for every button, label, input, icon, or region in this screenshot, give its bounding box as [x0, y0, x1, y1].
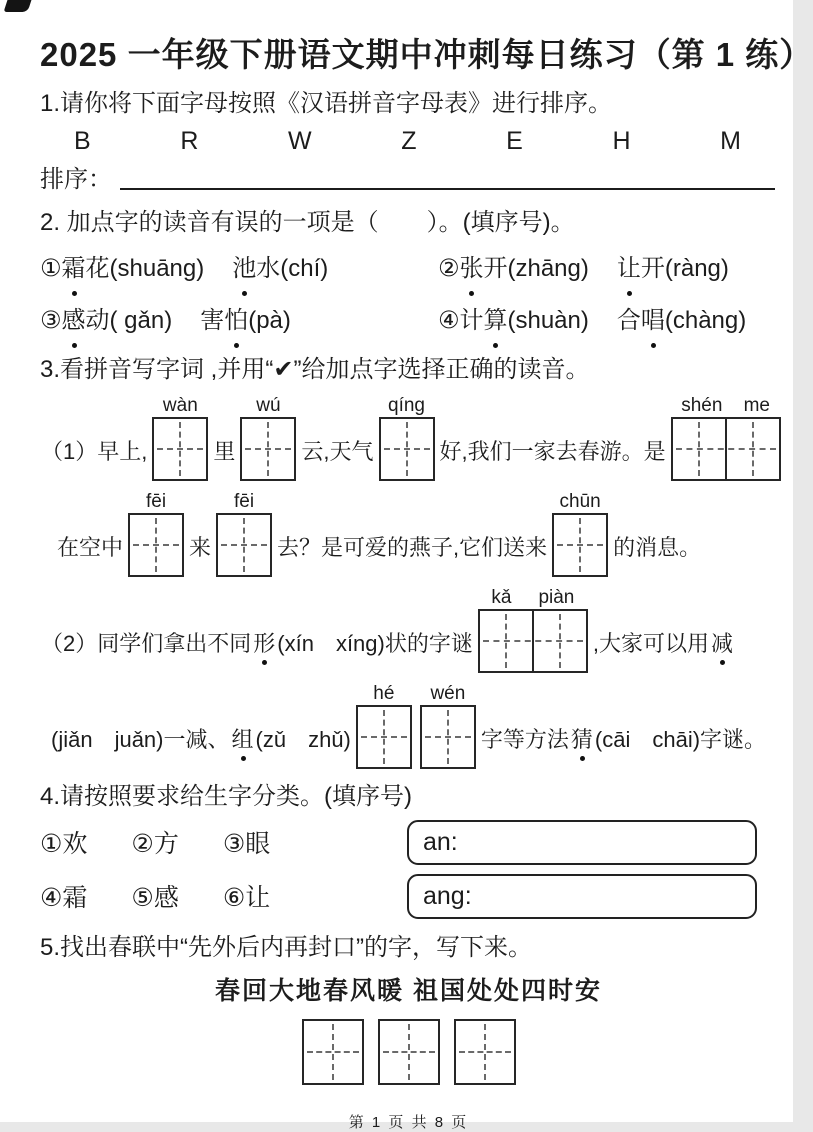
pinyin-syllable: wén [430, 683, 466, 704]
sentence-text: （2）同学们拿出不同 [41, 631, 252, 656]
q2-option [438, 300, 777, 342]
sentence-text: 云,天气 [301, 439, 374, 464]
writing-cell [725, 419, 779, 479]
q2-word [617, 300, 746, 342]
sentence-text: 的消息。 [613, 535, 702, 560]
answer-field [407, 820, 757, 865]
q1-answer-row [40, 165, 777, 195]
pinyin-syllable: kǎ [491, 587, 512, 608]
dotted-char: 唱 [641, 300, 665, 342]
option-number: ① [40, 255, 62, 282]
writing-box [671, 417, 781, 481]
sentence-text: 去？是可爱的燕子,它们送来 [277, 535, 548, 560]
option-number: ② [437, 255, 460, 282]
question-5 [40, 932, 777, 1085]
word-rest: (shuàn) [507, 307, 589, 334]
dotted-char: 怕 [224, 300, 248, 342]
pinyin-box-group [552, 491, 608, 577]
writing-box [216, 513, 272, 577]
pinyin-sentence-row [40, 491, 777, 577]
dotted-char: 组 [232, 725, 254, 755]
writing-box [240, 417, 296, 481]
dotted-char: 算 [483, 300, 507, 342]
q2-option [40, 300, 438, 342]
numbered-char: ②方 [131, 830, 179, 858]
q2-option [40, 248, 438, 290]
dotted-char: 让 [617, 248, 641, 290]
word-pre: 害 [200, 307, 225, 334]
writing-cell [554, 515, 606, 575]
classify-row [40, 872, 777, 920]
writing-cell [358, 707, 410, 767]
pinyin-syllable: wú [256, 395, 281, 416]
answer-field [407, 874, 757, 919]
q2-word [62, 300, 173, 342]
pinyin-label [240, 395, 296, 417]
q5-prompt: 5.找出春联中“先外后内再封口”的字，写下来。 [40, 934, 532, 961]
numbered-char: ③眼 [222, 830, 271, 858]
sentence-text: 里 [213, 439, 236, 464]
q2-option [438, 248, 777, 290]
pinyin-sentence-row [40, 683, 777, 769]
option-number: ④ [437, 307, 460, 334]
sentence-text: 来 [189, 535, 212, 560]
sentence-text: 好,我们一家去春游。是 [439, 439, 666, 464]
dotted-char: 池 [232, 248, 256, 290]
writing-cell [218, 515, 270, 575]
pinyin-label [552, 491, 608, 513]
pinyin-syllable: fēi [145, 491, 167, 512]
letter: Z [401, 127, 417, 155]
dotted-char: 霜 [62, 248, 86, 290]
writing-cell [304, 1021, 362, 1083]
question-3 [40, 354, 777, 769]
field-label: an: [423, 827, 458, 856]
question-1 [40, 88, 777, 195]
pinyin-label [356, 683, 412, 705]
writing-cell [532, 611, 586, 671]
q4-prompt: 4.请按照要求给生字分类。(填序号) [40, 783, 412, 810]
pinyin-box-group [128, 491, 184, 577]
sentence-text: ,大家可以用 [592, 631, 709, 656]
writing-box [302, 1019, 364, 1085]
page-number: 第 1 页 共 8 页 [348, 1114, 469, 1131]
pinyin-syllable: hé [373, 683, 395, 704]
writing-cell [380, 1021, 438, 1083]
q3-prompt: 3.看拼音写字词 ,并用“✔”给加点字选择正确的读音。 [40, 356, 590, 383]
dotted-char: 张 [459, 248, 483, 290]
q1-prompt: 1.请你将下面字母按照《汉语拼音字母表》进行排序。 [40, 90, 613, 117]
couplet-text: 春回大地春风暖 祖国处处四时安 [215, 977, 602, 1005]
pinyin-box-group [478, 587, 588, 673]
word-rest: (pà) [248, 307, 291, 334]
sentence-text: (zǔ zhǔ) [255, 727, 351, 752]
pinyin-sentence-row [40, 395, 777, 481]
q2-options [40, 248, 777, 342]
writing-box [378, 1019, 440, 1085]
question-4 [40, 781, 777, 920]
writing-box [356, 705, 412, 769]
dotted-char: 猜 [571, 725, 593, 755]
letter: R [180, 127, 199, 155]
pinyin-box-group [152, 395, 208, 481]
dotted-char: 减 [711, 629, 733, 659]
word-rest: 开(zhāng) [483, 255, 589, 282]
word-rest: 开(ràng) [640, 255, 729, 282]
letters-row [40, 127, 777, 155]
q3-rows [40, 395, 777, 769]
writing-box [420, 705, 476, 769]
writing-box [379, 417, 435, 481]
word-pre: 合 [616, 307, 641, 334]
writing-cell [381, 419, 433, 479]
numbered-char: ⑤感 [131, 884, 179, 912]
letter: W [288, 127, 312, 155]
pinyin-label [671, 395, 781, 417]
q2-word [459, 248, 588, 290]
q1-answer-label: 排序： [40, 166, 112, 193]
writing-cell [673, 419, 725, 479]
word-rest: 动( gǎn) [85, 307, 173, 334]
q2-word [200, 300, 291, 342]
writing-box [552, 513, 608, 577]
letter: H [612, 127, 631, 155]
char-list [40, 824, 370, 860]
word-rest: 水(chí) [256, 255, 329, 282]
word-pre: 计 [459, 307, 484, 334]
numbered-char: ①欢 [40, 830, 88, 858]
pinyin-label [128, 491, 184, 513]
q5-boxes [40, 1019, 777, 1085]
sentence-text: 字等方法 [480, 727, 569, 752]
pinyin-label [152, 395, 208, 417]
writing-cell [456, 1021, 514, 1083]
pinyin-label [379, 395, 435, 417]
sentence-text: (jiǎn juǎn)一减、 [51, 727, 230, 752]
writing-cell [422, 707, 474, 767]
numbered-char: ④霜 [40, 884, 88, 912]
pinyin-syllable: shén [681, 395, 723, 416]
writing-box [454, 1019, 516, 1085]
letter: B [74, 127, 91, 155]
pinyin-syllable: wàn [162, 395, 198, 416]
word-rest: 花(shuāng) [85, 255, 205, 282]
writing-cell [130, 515, 182, 575]
pinyin-sentence-row [40, 587, 777, 673]
answer-line [120, 188, 775, 190]
question-2 [40, 207, 777, 342]
pinyin-syllable: piàn [538, 587, 575, 608]
writing-cell [242, 419, 294, 479]
char-list [40, 878, 370, 914]
numbered-char: ⑥让 [222, 884, 271, 912]
pinyin-syllable: qíng [388, 395, 425, 416]
pinyin-label [216, 491, 272, 513]
field-label: ang: [423, 881, 472, 910]
pinyin-box-group [216, 491, 272, 577]
sentence-text: (xín xíng)状的字谜 [277, 631, 473, 656]
q2-word [62, 248, 205, 290]
pinyin-label [478, 587, 588, 609]
q2-word [232, 248, 328, 290]
q2-word [617, 248, 729, 290]
sentence-text: (cāi chāi)字谜。 [594, 727, 767, 752]
scan-artifact [4, 0, 33, 12]
sentence-text: （1）早上, [41, 439, 148, 464]
pinyin-box-group [379, 395, 435, 481]
q2-word [459, 300, 588, 342]
word-rest: (chàng) [664, 307, 747, 334]
page-title: 2025 一年级下册语文期中冲刺每日练习（第 1 练） [40, 36, 813, 73]
writing-box [128, 513, 184, 577]
pinyin-box-group [420, 683, 476, 769]
writing-cell [480, 611, 532, 671]
pinyin-syllable: me [743, 395, 771, 416]
q2-prompt: 2. 加点字的读音有误的一项是（ ）。(填序号)。 [40, 209, 575, 236]
sentence-text: 在空中 [57, 535, 124, 560]
pinyin-box-group [356, 683, 412, 769]
option-number: ③ [40, 307, 62, 334]
writing-box [478, 609, 588, 673]
pinyin-box-group [671, 395, 781, 481]
writing-cell [154, 419, 206, 479]
pinyin-syllable: fēi [233, 491, 255, 512]
dotted-char: 形 [253, 629, 275, 659]
pinyin-label [420, 683, 476, 705]
letter: M [720, 127, 741, 155]
q4-rows [40, 818, 777, 920]
dotted-char: 感 [62, 300, 86, 342]
pinyin-box-group [240, 395, 296, 481]
letter: E [506, 127, 523, 155]
pinyin-syllable: chūn [559, 491, 601, 512]
classify-row [40, 818, 777, 866]
writing-box [152, 417, 208, 481]
